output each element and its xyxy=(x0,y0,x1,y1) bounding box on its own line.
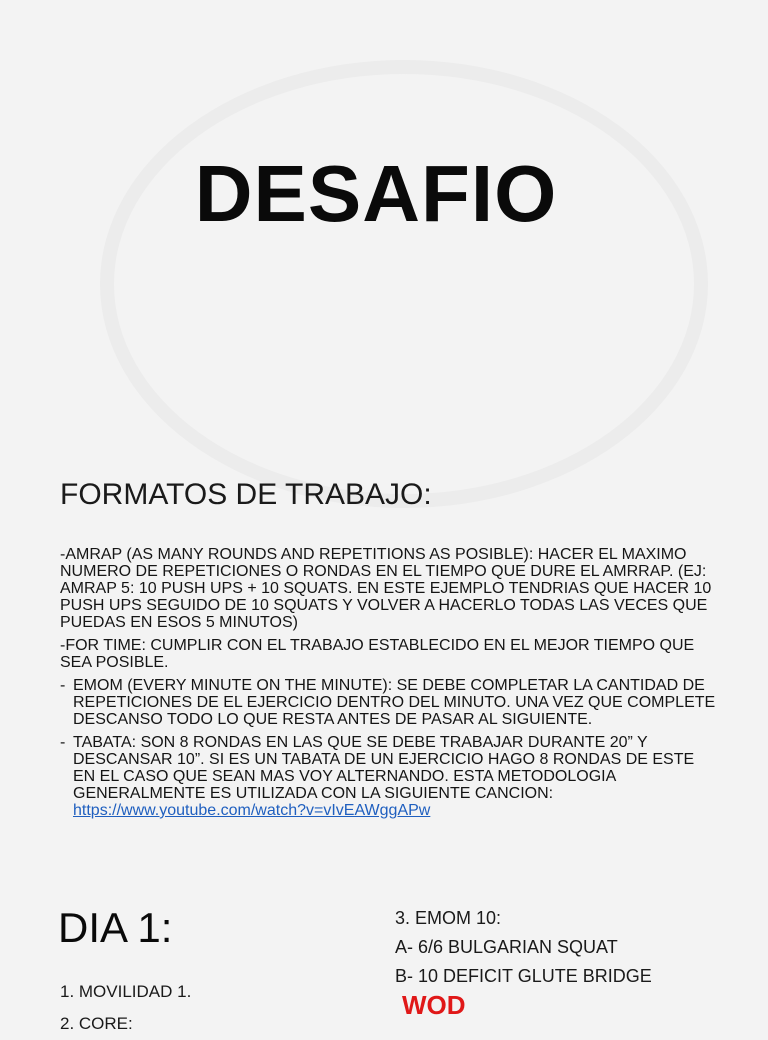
watermark-ring xyxy=(100,60,708,508)
format-amrap: -AMRAP (AS MANY ROUNDS AND REPETITIONS AS POSIBLE): HACER EL MAXIMO NUMERO DE REPETICIONES O RONDAS EN EL TIEMPO QUE DURE EL AMRRAP. (EJ: AMRAP 5: 10 PUSH UPS + 10 SQUATS. EN ESTE EJEMPLO TENDRIAS QUE HACER 10 PUSH UPS SEGUIDO DE 10 SQUATS Y VOLVER A HACERLO TODAS LAS VECES QUE PUEDAS EN ESOS 5 MINUTOS) xyxy=(60,546,712,631)
format-list xyxy=(60,677,720,819)
format-for-time: -FOR TIME: CUMPLIR CON EL TRABAJO ESTABLECIDO EN EL MEJOR TIEMPO QUE SEA POSIBLE. xyxy=(60,637,695,671)
list-item: 1. MOVILIDAD 1. xyxy=(60,982,192,1001)
day-title: DIA 1: xyxy=(58,904,173,951)
background-watermark xyxy=(70,60,710,460)
list-dash: - xyxy=(60,677,66,694)
format-tabata xyxy=(60,734,720,819)
list-item: 2. CORE: xyxy=(60,1014,133,1033)
page-title: DESAFIO xyxy=(194,149,558,238)
day-right-list xyxy=(395,904,652,991)
list-item: B- 10 DEFICIT GLUTE BRIDGE xyxy=(395,966,652,986)
wod-label: WOD xyxy=(402,990,466,1020)
list-item: 3. EMOM 10: xyxy=(395,908,502,928)
list-item: A- 6/6 BULGARIAN SQUAT xyxy=(395,937,618,957)
formatos-heading: FORMATOS DE TRABAJO: xyxy=(60,478,432,511)
format-emom-text: EMOM (EVERY MINUTE ON THE MINUTE): SE DEBE COMPLETAR LA CANTIDAD DE REPETICIONES DE EL EJERCICIO DENTRO DEL MINUTO. UNA VEZ QUE COMPLETE DESCANSO TODO LO QUE RESTA ANTES DE PASAR AL SIGUIENTE. xyxy=(73,677,716,728)
format-tabata-text: TABATA: SON 8 RONDAS EN LAS QUE SE DEBE TRABAJAR DURANTE 20” Y DESCANSAR 10”. SI ES UN TABATA DE UN EJERCICIO HAGO 8 RONDAS DE ESTE EN EL CASO QUE SEAN MAS VOY ALTERNANDO. ESTA METODOLOGIA GENERALMENTE ES UTILIZADA CON LA SIGUIENTE CANCION: xyxy=(73,734,695,802)
tabata-song-link[interactable]: https://www.youtube.com/watch?v=vIvEAWggAPw xyxy=(73,802,431,819)
day-left-list xyxy=(60,976,191,1040)
formats-section xyxy=(60,546,720,825)
list-dash: - xyxy=(60,734,66,751)
format-emom xyxy=(60,677,720,728)
